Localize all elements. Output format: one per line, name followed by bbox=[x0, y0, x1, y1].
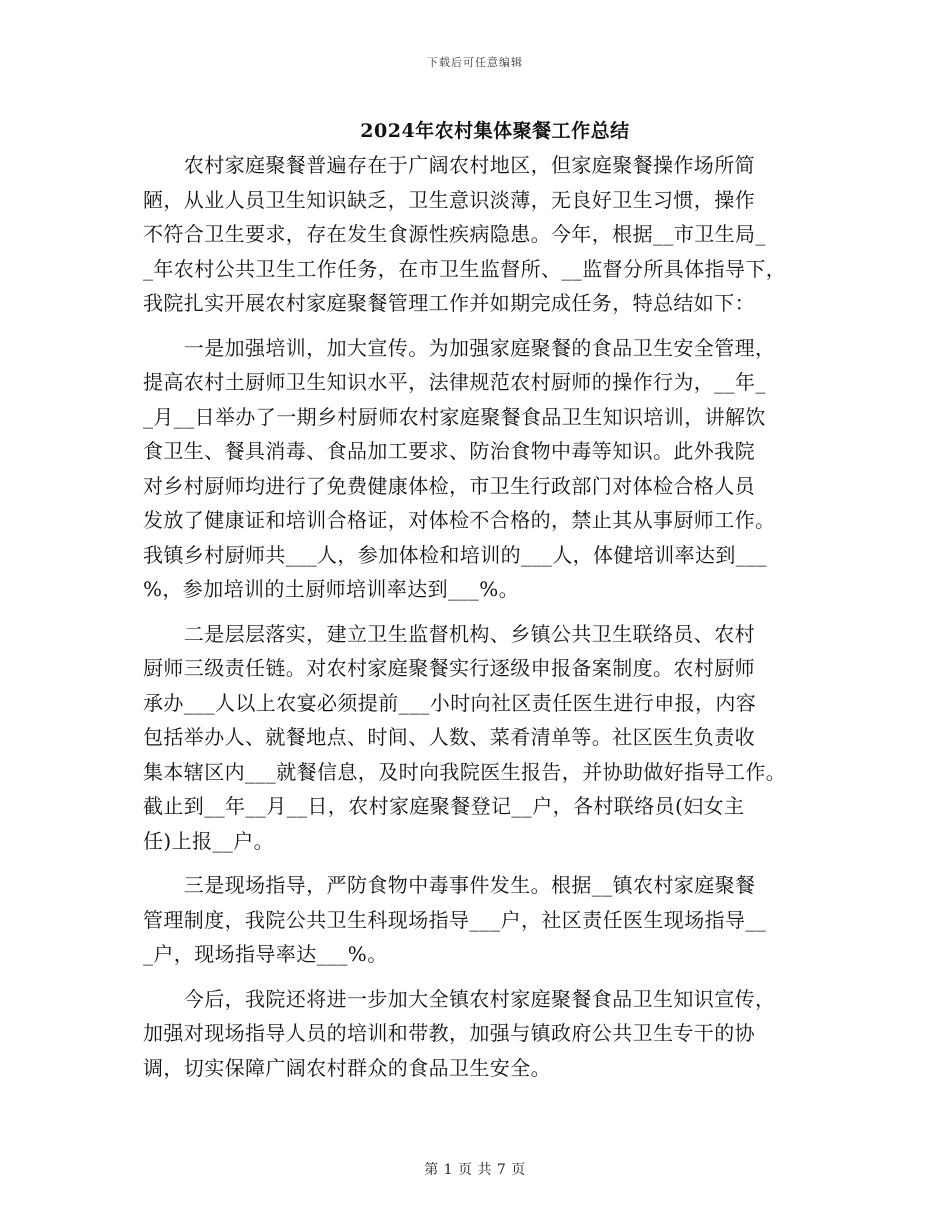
text-line: _年农村公共卫生工作任务，在市卫生监督所、__监督分所具体指导下， bbox=[143, 256, 787, 281]
text-line: 不符合卫生要求，存在发生食源性疾病隐患。今年，根据__市卫生局_ bbox=[143, 222, 766, 246]
text-line: 管理制度，我院公共卫生科现场指导___户，社区责任医生现场指导__ bbox=[143, 907, 767, 932]
document-body bbox=[143, 148, 823, 1085]
text-line: 承办___人以上农宴必须提前___小时向社区责任医生进行申报，内容 bbox=[143, 690, 757, 715]
text-line: 一是加强培训，加大宣传。为加强家庭聚餐的食品卫生安全管理， bbox=[143, 335, 776, 360]
text-line: 农村家庭聚餐普遍存在于广阔农村地区，但家庭聚餐操作场所简 bbox=[143, 153, 755, 177]
page-number-footer: 第 1 页 共 7 页 bbox=[424, 1162, 526, 1178]
text-line: 对乡村厨师均进行了免费健康体检，市卫生行政部门对体检合格人员 bbox=[143, 473, 755, 498]
document-title: 2024年农村集体聚餐工作总结 bbox=[360, 120, 630, 142]
text-line: 二是层层落实，建立卫生监督机构、乡镇公共卫生联络员、农村 bbox=[143, 621, 755, 646]
paragraph-implementation bbox=[143, 617, 823, 859]
text-line: 厨师三级责任链。对农村家庭聚餐实行逐级申报备案制度。农村厨师 bbox=[143, 656, 755, 680]
text-line: 加强对现场指导人员的培训和带教，加强与镇政府公共卫生专干的协 bbox=[143, 1021, 755, 1045]
text-line: 截止到__年__月__日，农村家庭聚餐登记__户，各村联络员(妇女主 bbox=[143, 794, 745, 818]
text-line: 食卫生、餐具消毒、食品加工要求、防治食物中毒等知识。此外我院 bbox=[143, 439, 755, 463]
text-line: 我院扎实开展农村家庭聚餐管理工作并如期完成任务，特总结如下： bbox=[143, 291, 755, 315]
text-line: 集本辖区内___就餐信息，及时向我院医生报告，并协助做好指导工作。 bbox=[143, 759, 787, 784]
paragraph-training bbox=[143, 331, 823, 607]
text-line: 调，切实保障广阔农村群众的食品卫生安全。 bbox=[143, 1055, 551, 1080]
paragraph-future bbox=[143, 982, 823, 1086]
text-line: _月__日举办了一期乡村厨师农村家庭聚餐食品卫生知识培训，讲解饮 bbox=[143, 404, 766, 429]
text-line: _户，现场指导率达___%。 bbox=[143, 942, 388, 966]
text-line: 发放了健康证和培训合格证，对体检不合格的，禁止其从事厨师工作。 bbox=[143, 508, 776, 532]
text-line: %，参加培训的土厨师培训率达到___%。 bbox=[143, 577, 520, 601]
text-line: 包括举办人、就餐地点、时间、人数、菜肴清单等。社区医生负责收 bbox=[143, 725, 755, 749]
text-line: 我镇乡村厨师共___人，参加体检和培训的___人，体健培训率达到___ bbox=[143, 542, 767, 567]
paragraph-onsite-guidance bbox=[143, 868, 823, 972]
paragraph-intro bbox=[143, 148, 823, 321]
text-line: 今后，我院还将进一步加大全镇农村家庭聚餐食品卫生知识宣传， bbox=[143, 986, 776, 1011]
text-line: 三是现场指导，严防食物中毒事件发生。根据__镇农村家庭聚餐 bbox=[143, 873, 756, 897]
download-edit-note: 下载后可任意编辑 bbox=[427, 56, 523, 69]
text-line: 提高农村土厨师卫生知识水平，法律规范农村厨师的操作行为，__年_ bbox=[143, 370, 766, 394]
text-line: 任)上报__户。 bbox=[143, 828, 275, 853]
text-line: 陋，从业人员卫生知识缺乏，卫生意识淡薄，无良好卫生习惯，操作 bbox=[143, 187, 755, 212]
